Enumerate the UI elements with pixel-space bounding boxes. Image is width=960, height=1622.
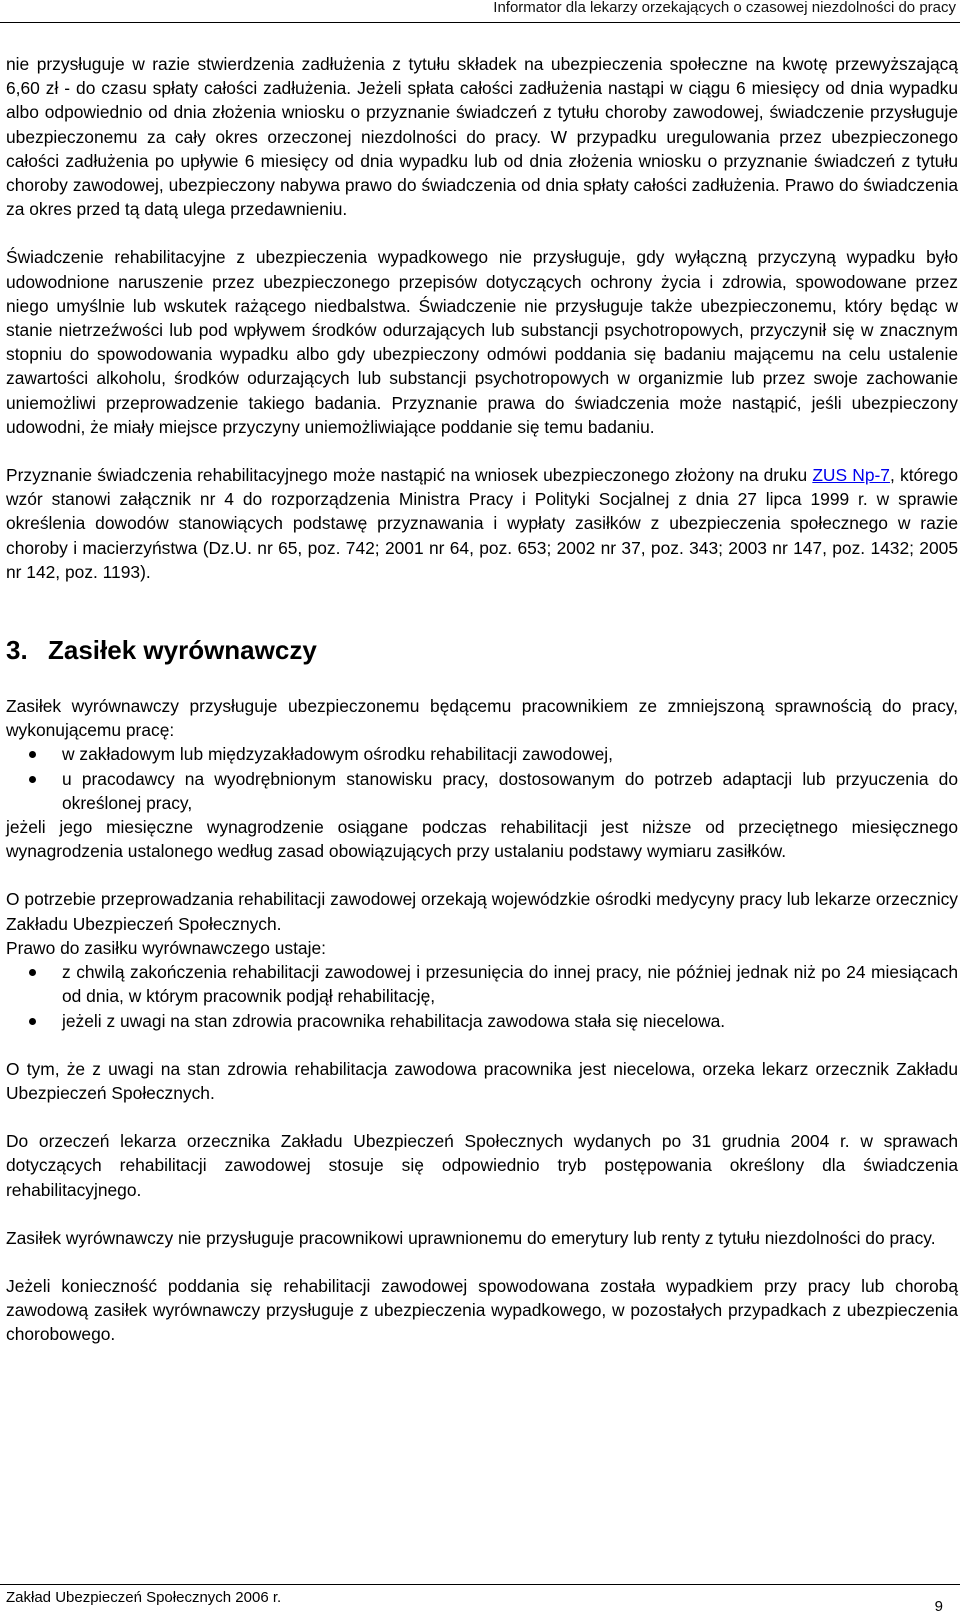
list-item [6,742,958,766]
footer-publisher: Zakład Ubezpieczeń Społecznych 2006 r. [6,1589,282,1606]
header-title: Informator dla lekarzy orzekających o czasowej niezdolności do pracy [493,0,956,16]
header-rule [0,22,960,23]
paragraph-exclusions: Świadczenie rehabilitacyjne z ubezpieczenia wypadkowego nie przysługuje, gdy wyłączną przyczyną wypadku było udowodnione naruszenie przez ubezpieczonego przepisów dotyczących ochrony życia i zdrowia, spowodowane przez niego umyślnie lub wskutek rażącego niedbalstwa. Świadczenie nie przysługuje także ubezpieczonemu, który będąc w stanie nietrzeźwości lub pod wpływem środków odurzających lub substancji psychotropowych, przyczynił się w znacznym stopniu do spowodowania wypadku albo gdy ubezpieczony odmówi poddania się badaniu mającemu na celu ustalenie zawartości alkoholu, środków odurzających lub substancji psychotropowych w organizmie lub przez swoje zachowanie uniemożliwi przeprowadzenie takiego badania. Przyznanie prawa do świadczenia może nastąpić, jeśli ubezpieczony udowodni, że miały miejsce przyczyny uniemożliwiające poddanie się temu badaniu. [6,247,958,437]
section-heading [6,634,958,666]
page-footer [0,1584,960,1622]
page-header [0,0,960,24]
zus-np7-link[interactable]: ZUS Np-7 [812,465,890,486]
list-item-text: jeżeli z uwagi na stan zdrowia pracownika rehabilitacja zawodowa stała się niecelowa. [62,1010,726,1031]
application-text-start: Przyznanie świadczenia rehabilitacyjnego może nastąpić na wniosek ubezpieczonego złożony na druku [6,465,813,486]
bullet-icon [29,776,36,783]
list-item-text: w zakładowym lub międzyzakładowym ośrodku rehabilitacji zawodowej, [62,744,613,765]
paragraph-application [6,463,958,584]
list-item [6,1009,958,1033]
bullet-icon [29,969,36,976]
workplace-list [6,742,958,815]
section-number: 3. [6,635,28,666]
paragraph-salary-condition: jeżeli jego miesięczne wynagrodzenie osiągane podczas rehabilitacji jest niższe od przeciętnego miesięcznego wynagrodzenia ustalonego według zasad obowiązujących przy ustalaniu podstawy wymiaru zasiłków. [6,817,958,862]
bullet-icon [29,751,36,758]
paragraph-debt: nie przysługuje w razie stwierdzenia zadłużenia z tytułu składek na ubezpieczenia społeczne na kwotę przewyższającą 6,60 zł - do czasu spłaty całości zadłużenia. Jeżeli spłata całości zadłużenia nastąpi w ciągu 6 miesięcy od dnia wypadku albo odpowiednio od dnia złożenia wniosku o przyznanie świadczeń z tytułu choroby zawodowej, świadczenie przysługuje ubezpieczonemu za cały okres orzeczonej niezdolności do pracy. W przypadku uregulowania przez ubezpieczonego całości zadłużenia po upływie 6 miesięcy od dnia wypadku lub od dnia złożenia wniosku o przyznanie świadczeń z tytułu choroby zawodowej, ubezpieczony nabywa prawo do świadczenia od dnia spłaty całości zadłużenia. Prawo do świadczenia za okres przed tą datą ulega przedawnieniu. [6,54,958,220]
section-title: Zasiłek wyrównawczy [48,635,317,666]
page-number: 9 [934,1598,943,1615]
paragraph-need: O potrzebie przeprowadzania rehabilitacji zawodowej orzekają wojewódzkie ośrodki medycyny pracy lub lekarze orzecznicy Zakładu Ubezpieczeń Społecznych. [6,889,958,934]
document-body [6,52,958,1347]
paragraph-accident: Jeżeli konieczność poddania się rehabilitacji zawodowej spowodowana została wypadkiem przy pracy lub chorobą zawodową zasiłek wyrównawczy przysługuje z ubezpieczenia wypadkowego, w pozostałych przypadkach z ubezpieczenia chorobowego. [6,1275,958,1345]
footer-rule [0,1584,960,1585]
application-text-end: , którego wzór stanowi załącznik nr 4 do rozporządzenia Ministra Pracy i Polityki Socjalnej z dnia 27 lipca 1999 r. w sprawie określenia dowodów stanowiących podstawę przyznawania i wypłaty zasiłków z ubezpieczenia społecznego w razie choroby i macierzyństwa (Dz.U. nr 65, poz. 742; 2001 nr 64, poz. 653; 2002 nr 37, poz. 343; 2003 nr 147, poz. 1432; 2005 nr 142, poz. 1193). [6,465,959,582]
list-item-text: u pracodawcy na wyodrębnionym stanowisku pracy, dostosowanym do potrzeb adaptacji lub przyuczenia do określonej pracy, [62,768,958,813]
termination-list [6,960,958,1033]
list-item [6,767,958,815]
paragraph-not-entitled: Zasiłek wyrównawczy nie przysługuje pracownikowi uprawnionemu do emerytury lub renty z tytułu niezdolności do pracy. [6,1227,936,1248]
list-item [6,960,958,1008]
bullet-icon [29,1018,36,1025]
paragraph-pointless: O tym, że z uwagi na stan zdrowia rehabilitacja zawodowa pracownika jest niecelowa, orzeka lekarz orzecznik Zakładu Ubezpieczeń Społecznych. [6,1058,958,1103]
paragraph-right-ends: Prawo do zasiłku wyrównawczego ustaje: [6,937,326,958]
list-item-text: z chwilą zakończenia rehabilitacji zawodowej i przesunięcia do innej pracy, nie później jednak niż po 24 miesiącach od dnia, w którym pracownik podjął rehabilitację, [62,962,958,1007]
paragraph-intro: Zasiłek wyrównawczy przysługuje ubezpieczonemu będącemu pracownikiem ze zmniejszoną sprawnością do pracy, wykonującemu pracę: [6,696,958,741]
paragraph-decisions: Do orzeczeń lekarza orzecznika Zakładu Ubezpieczeń Społecznych wydanych po 31 grudnia 2004 r. w sprawach dotyczących rehabilitacji zawodowej stosuje się odpowiednio tryb postępowania określony dla świadczenia rehabilitacyjnego. [6,1131,958,1200]
